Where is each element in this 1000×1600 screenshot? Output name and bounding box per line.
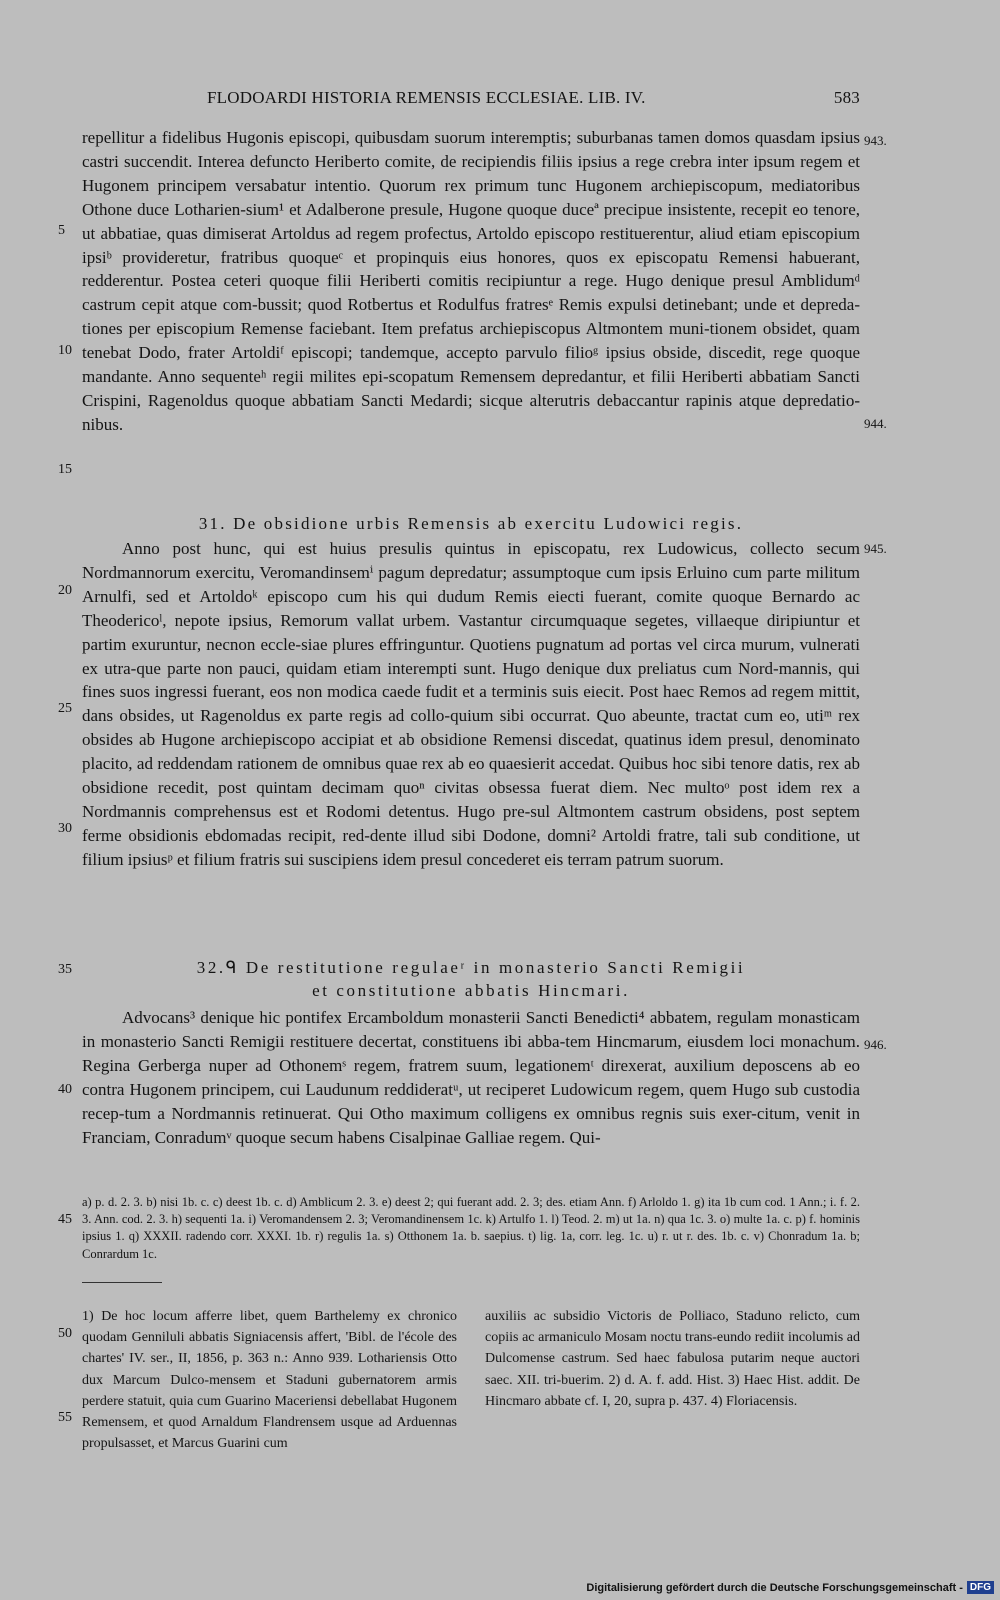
line-number: 55 bbox=[58, 1410, 72, 1425]
footer-text: Digitalisierung gefördert durch die Deutsche Forschungsgemeinschaft - bbox=[586, 1581, 963, 1594]
year-marginal: 945. bbox=[864, 541, 887, 556]
paragraph: Advocans³ denique hic pontifex Ercamboldum monasterii Sancti Benedicti⁴ abbatem, regulam monasticam in monasterio Sancti Remigii restituere decertat, constituens ibi abba-tem Hincmarum, eiusdem loci monachum. Regina Gerberga nuper ad Othonemˢ regem, fratrem suum, legationemᵗ direxerat, auxilium deposcens ab eo contra Hugonem principem, cui Laudunum reddideratᵘ, ut reciperet Ludowicum regem, quem Hugo sub custodia recep-tum a Nordmannis retinuerat. Qui Otho maximum colligens ex omnibus regnis suis exer-citum, venit in Franciam, Conradumᵛ quoque secum habens Cisalpinae Galliae regem. Qui- bbox=[82, 1008, 860, 1147]
line-number: 50 bbox=[58, 1326, 72, 1341]
year-marginal: 943. bbox=[864, 133, 887, 148]
line-number: 5 bbox=[58, 223, 65, 238]
main-text-block-2 bbox=[82, 537, 860, 872]
line-number: 15 bbox=[58, 462, 72, 477]
line-number: 10 bbox=[58, 343, 72, 358]
heading-line: 32.ᑫ De restitutione regulaeʳ in monasterio Sancti Remigii bbox=[196, 958, 746, 977]
page-number: 583 bbox=[833, 88, 860, 107]
critical-apparatus: a) p. d. 2. 3. b) nisi 1b. c. c) deest 1b. c. d) Amblicum 2. 3. e) deest 2; qui fuerant add. 2. 3; des. etiam Ann. f) Arloldo 1. g) ita 1b cum cod. 1 Ann.; i. f. 2. 3. Ann. cod. 2. 3. h) sequenti 1a. i) Veromandensem 2. 3; Veromandinensem 1c. k) Artulfo 1. l) Teod. 2. m) ut 1a. n) qua 1c. 3. o) multe 1a. c. p) f. hominis ipsius 1. q) XXXII. radendo corr. XXXI. 1b. r) regulis 1a. s) Otthonem 1a. b. saepius. t) lig. 1a, corr. leg. 1c. u) r. ut r. des. 1b. c. v) Chonradum 1a. b; Conrardum 1c. bbox=[82, 1195, 860, 1261]
line-number: 35 bbox=[58, 962, 72, 977]
main-text-block-1 bbox=[82, 126, 860, 437]
line-number: 25 bbox=[58, 701, 72, 716]
running-title: FLODOARDI HISTORIA REMENSIS ECCLESIAE. LIB. IV. bbox=[207, 88, 646, 107]
footnote-divider bbox=[82, 1282, 162, 1283]
line-number: 45 bbox=[58, 1212, 72, 1227]
footnotes-left-column: 1) De hoc locum afferre libet, quem Barthelemy ex chronico quodam Genniluli abbatis Signiacensis affert, 'Bibl. de l'école des chartes' IV. ser., II, 1856, p. 363 n.: Anno 939. Lothariensis Otto dux Marcum Dulco-mensem et Staduni gubernatorem armis perdere statuit, quia cum Guarino Maceriensi debellabat Hugonem Remensem, et quod Arnaldum Flandrensem usque ad Arduennas propulsasset, et Marcus Guarini cum bbox=[82, 1309, 457, 1452]
line-number: 40 bbox=[58, 1082, 72, 1097]
line-number: 30 bbox=[58, 821, 72, 836]
digitization-footer bbox=[586, 1581, 994, 1594]
dfg-logo: DFG bbox=[967, 1581, 994, 1594]
main-text-block-3 bbox=[82, 1006, 860, 1149]
year-marginal: 944. bbox=[864, 416, 887, 431]
year-marginal: 946. bbox=[864, 1037, 887, 1052]
line-number: 20 bbox=[58, 583, 72, 598]
chapter-heading-32 bbox=[82, 956, 860, 1002]
footnotes-right-column: auxiliis ac subsidio Victoris de Polliaco, Staduno relicto, cum copiis ac armaniculo Mosam noctu trans-eundo rediit incolumis ad Dulcomense castrum. Sed haec fabulosa putarim neque auctori saec. XII. tri-buerim. 2) d. A. f. add. Hist. 3) Haec Hist. addit. De Hincmaro abbate cf. I, 20, supra p. 437. 4) Floriacensis. bbox=[485, 1309, 860, 1409]
paragraph: Anno post hunc, qui est huius presulis quintus in episcopatu, rex Ludowicus, collecto secum Nordmannorum exercitu, Veromandinsemⁱ pagum depredatur; assumptoque cum ipsis Erluino cum parte militum Arnulfi, sed et Artoldoᵏ episcopo cum his qui dudum Remis eiecti fuerant, comite quoque Bernardo ac Theodericoˡ, nepote ipsius, Remorum vallat urbem. Vastantur circumquaque segetes, villaeque diripiuntur et partim exuruntur, necnon eccle-siae plures effringuntur. Quotiens pugnatum ad portas vel circa murum, vulnerati ex utra-que parte non pauci, quidam etiam interempti sunt. Hugo denique dux preliatus cum Nord-mannis, qui fines suos ingressi fuerant, eos non modica caede fudit et a terminis suis eiecit. Post haec Remos ad regem mittit, dans obsides, ut Ragenoldus ex parte regis ad collo-quium sibi occurrat. Quo abeunte, tractat cum eo, utiᵐ rex obsides ab Hugone archiepiscopo accipiat et ab obsidione Remensi discedat, quatinus idem presul, denominato placito, ad reddendam rationem de omnibus quae rex ab eo quaesierit accedat. Quibus hoc sibi tenore datis, rex ab obsidione recedit, post quintam decimam quoⁿ civitas obsessa fuerat diem. Nec multoᵒ post idem rex a Nordmannis comprehensus est et Rodomi detentus. Hugo pre-sul Altmontem castrum obsidens, post septem ferme obsidionis ebdomadas recipit, red-dente illud sibi Dodone, domni² Artoldi fratre, tali sub conditione, ut filium ipsiusᵖ et filium fratris sui suscipiens idem presul concederet eis terram patrum suorum. bbox=[82, 539, 860, 869]
chapter-heading-31: 31. De obsidione urbis Remensis ab exercitu Ludowici regis. bbox=[198, 514, 744, 533]
paragraph: repellitur a fidelibus Hugonis episcopi, quibusdam suorum interemptis; suburbanas tamen domos quasdam ipsius castri succendit. Interea defuncto Heriberto comite, de recipiendis filiis ipsius a rege crebra inter ipsum regem et Hugonem principem versabatur intentio. Quorum rex primum tunc Hugonem archiepiscopum, mediatoribus Othone duce Lotharien-sium¹ et Adalberone presule, Hugone quoque duceª precipue insistente, recepit eo tenore, ut abbatiae, quas dimiserat Artoldus ad regem profectus, Artoldo episcopo restituerentur, aliud etiam episcopium ipsiᵇ provideretur, fratribus quoqueᶜ et propinquis eius honores, quos ex episcopatu Remensi habuerant, redderentur. Postea ceteri quoque filii Heriberti comitis recipiuntur a rege. Hugo denique presul Amblidumᵈ castrum cepit atque com-bussit; quod Rotbertus et Rodulfus fratresᵉ Remis expulsi detinebant; unde et depreda-tiones per episcopium Remense faciebant. Item prefatus archiepiscopus Altmontem muni-tionem obsidet, quam tenebat Dodo, frater Artoldiᶠ episcopi; tandemque, accepto parvulo filioᵍ ipsius obside, discedit, rege quoque mandante. Anno sequenteʰ regii milites epi-scopatum Remensem depredantur, et filii Heriberti abbatiam Sancti Crispini, Ragenoldus quoque abbatiam Sancti Medardi; sicque alterutris debaccantur rapinis atque depredatio-nibus. bbox=[82, 128, 860, 434]
heading-line: et constitutione abbatis Hincmari. bbox=[312, 981, 630, 1000]
